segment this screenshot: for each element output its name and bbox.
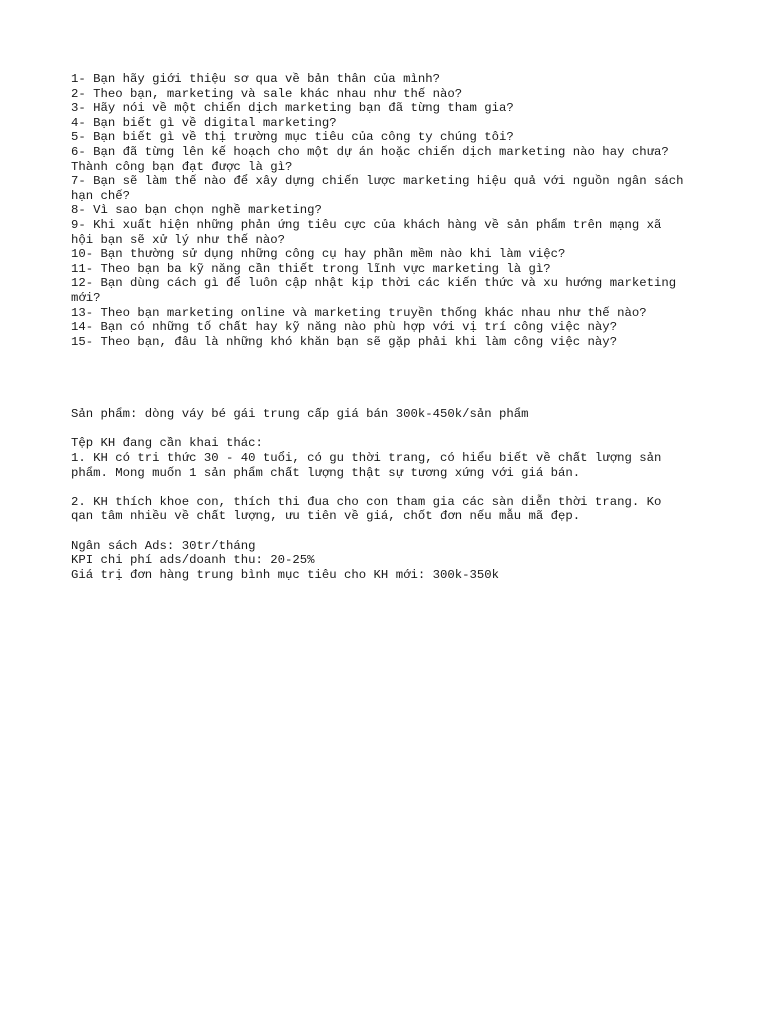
question-line: Thành công bạn đạt được là gì? bbox=[71, 159, 293, 174]
kpi-line: KPI chi phí ads/doanh thu: 20-25% bbox=[71, 553, 315, 568]
question-line: 3- Hãy nói về một chiến dịch marketing bạn đã từng tham gia? bbox=[71, 101, 514, 116]
segment-heading: Tệp KH đang cần khai thác: bbox=[71, 436, 263, 451]
question-line: 6- Bạn đã từng lên kế hoạch cho một dự án hoặc chiến dịch marketing nào hay chưa? bbox=[71, 144, 669, 159]
aov-line: Giá trị đơn hàng trung bình mục tiêu cho KH mới: 300k-350k bbox=[71, 567, 500, 582]
question-line: 1- Bạn hãy giới thiệu sơ qua về bản thân của mình? bbox=[71, 72, 440, 86]
question-line: 5- Bạn biết gì về thị trường mục tiêu của công ty chúng tôi? bbox=[71, 130, 514, 145]
question-line: 2- Theo bạn, marketing và sale khác nhau như thế nào? bbox=[71, 86, 463, 101]
question-line: mới? bbox=[71, 290, 101, 305]
question-line: 4- Bạn biết gì về digital marketing? bbox=[71, 115, 337, 130]
segment-item-line: 1. KH có tri thức 30 - 40 tuổi, có gu thời trang, có hiểu biết về chất lượng sản bbox=[71, 451, 662, 466]
segment-item-line: qan tâm nhiều về chất lượng, ưu tiên về giá, chốt đơn nếu mẫu mã đẹp. bbox=[71, 509, 581, 524]
segment-item-line: phẩm. Mong muốn 1 sản phẩm chất lượng thật sự tương xứng với giá bán. bbox=[71, 465, 581, 480]
question-line: 15- Theo bạn, đâu là những khó khăn bạn sẽ gặp phải khi làm công việc này? bbox=[71, 334, 618, 349]
document-page bbox=[71, 72, 711, 582]
product-line: Sản phẩm: dòng váy bé gái trung cấp giá bán 300k-450k/sản phẩm bbox=[71, 407, 529, 422]
ads-budget-line: Ngân sách Ads: 30tr/tháng bbox=[71, 538, 256, 553]
question-list bbox=[71, 72, 711, 349]
question-line: 9- Khi xuất hiện những phản ứng tiêu cực của khách hàng về sản phẩm trên mạng xã bbox=[71, 217, 662, 232]
question-line: hội bạn sẽ xử lý như thế nào? bbox=[71, 232, 286, 247]
question-line: 14- Bạn có những tố chất hay kỹ năng nào phù hợp với vị trí công việc này? bbox=[71, 320, 618, 335]
customer-segment bbox=[71, 436, 711, 524]
section-spacer bbox=[71, 349, 711, 407]
question-line: 8- Vì sao bạn chọn nghề marketing? bbox=[71, 203, 322, 218]
question-line: 11- Theo bạn ba kỹ năng cần thiết trong lĩnh vực marketing là gì? bbox=[71, 261, 551, 276]
question-line: hạn chế? bbox=[71, 188, 131, 203]
budget-block bbox=[71, 539, 711, 583]
blank-line bbox=[71, 422, 711, 437]
question-line: 13- Theo bạn marketing online và marketing truyền thống khác nhau như thế nào? bbox=[71, 305, 647, 320]
question-line: 10- Bạn thường sử dụng những công cụ hay phần mềm nào khi làm việc? bbox=[71, 247, 566, 262]
question-line: 12- Bạn dùng cách gì để luôn cập nhật kịp thời các kiến thức và xu hướng marketing bbox=[71, 276, 677, 291]
segment-item-line: 2. KH thích khoe con, thích thi đua cho con tham gia các sàn diễn thời trang. Ko bbox=[71, 494, 662, 509]
blank-line bbox=[71, 480, 711, 495]
question-line: 7- Bạn sẽ làm thế nào để xây dựng chiến lược marketing hiệu quả với nguồn ngân sách bbox=[71, 174, 684, 189]
blank-line bbox=[71, 524, 711, 539]
